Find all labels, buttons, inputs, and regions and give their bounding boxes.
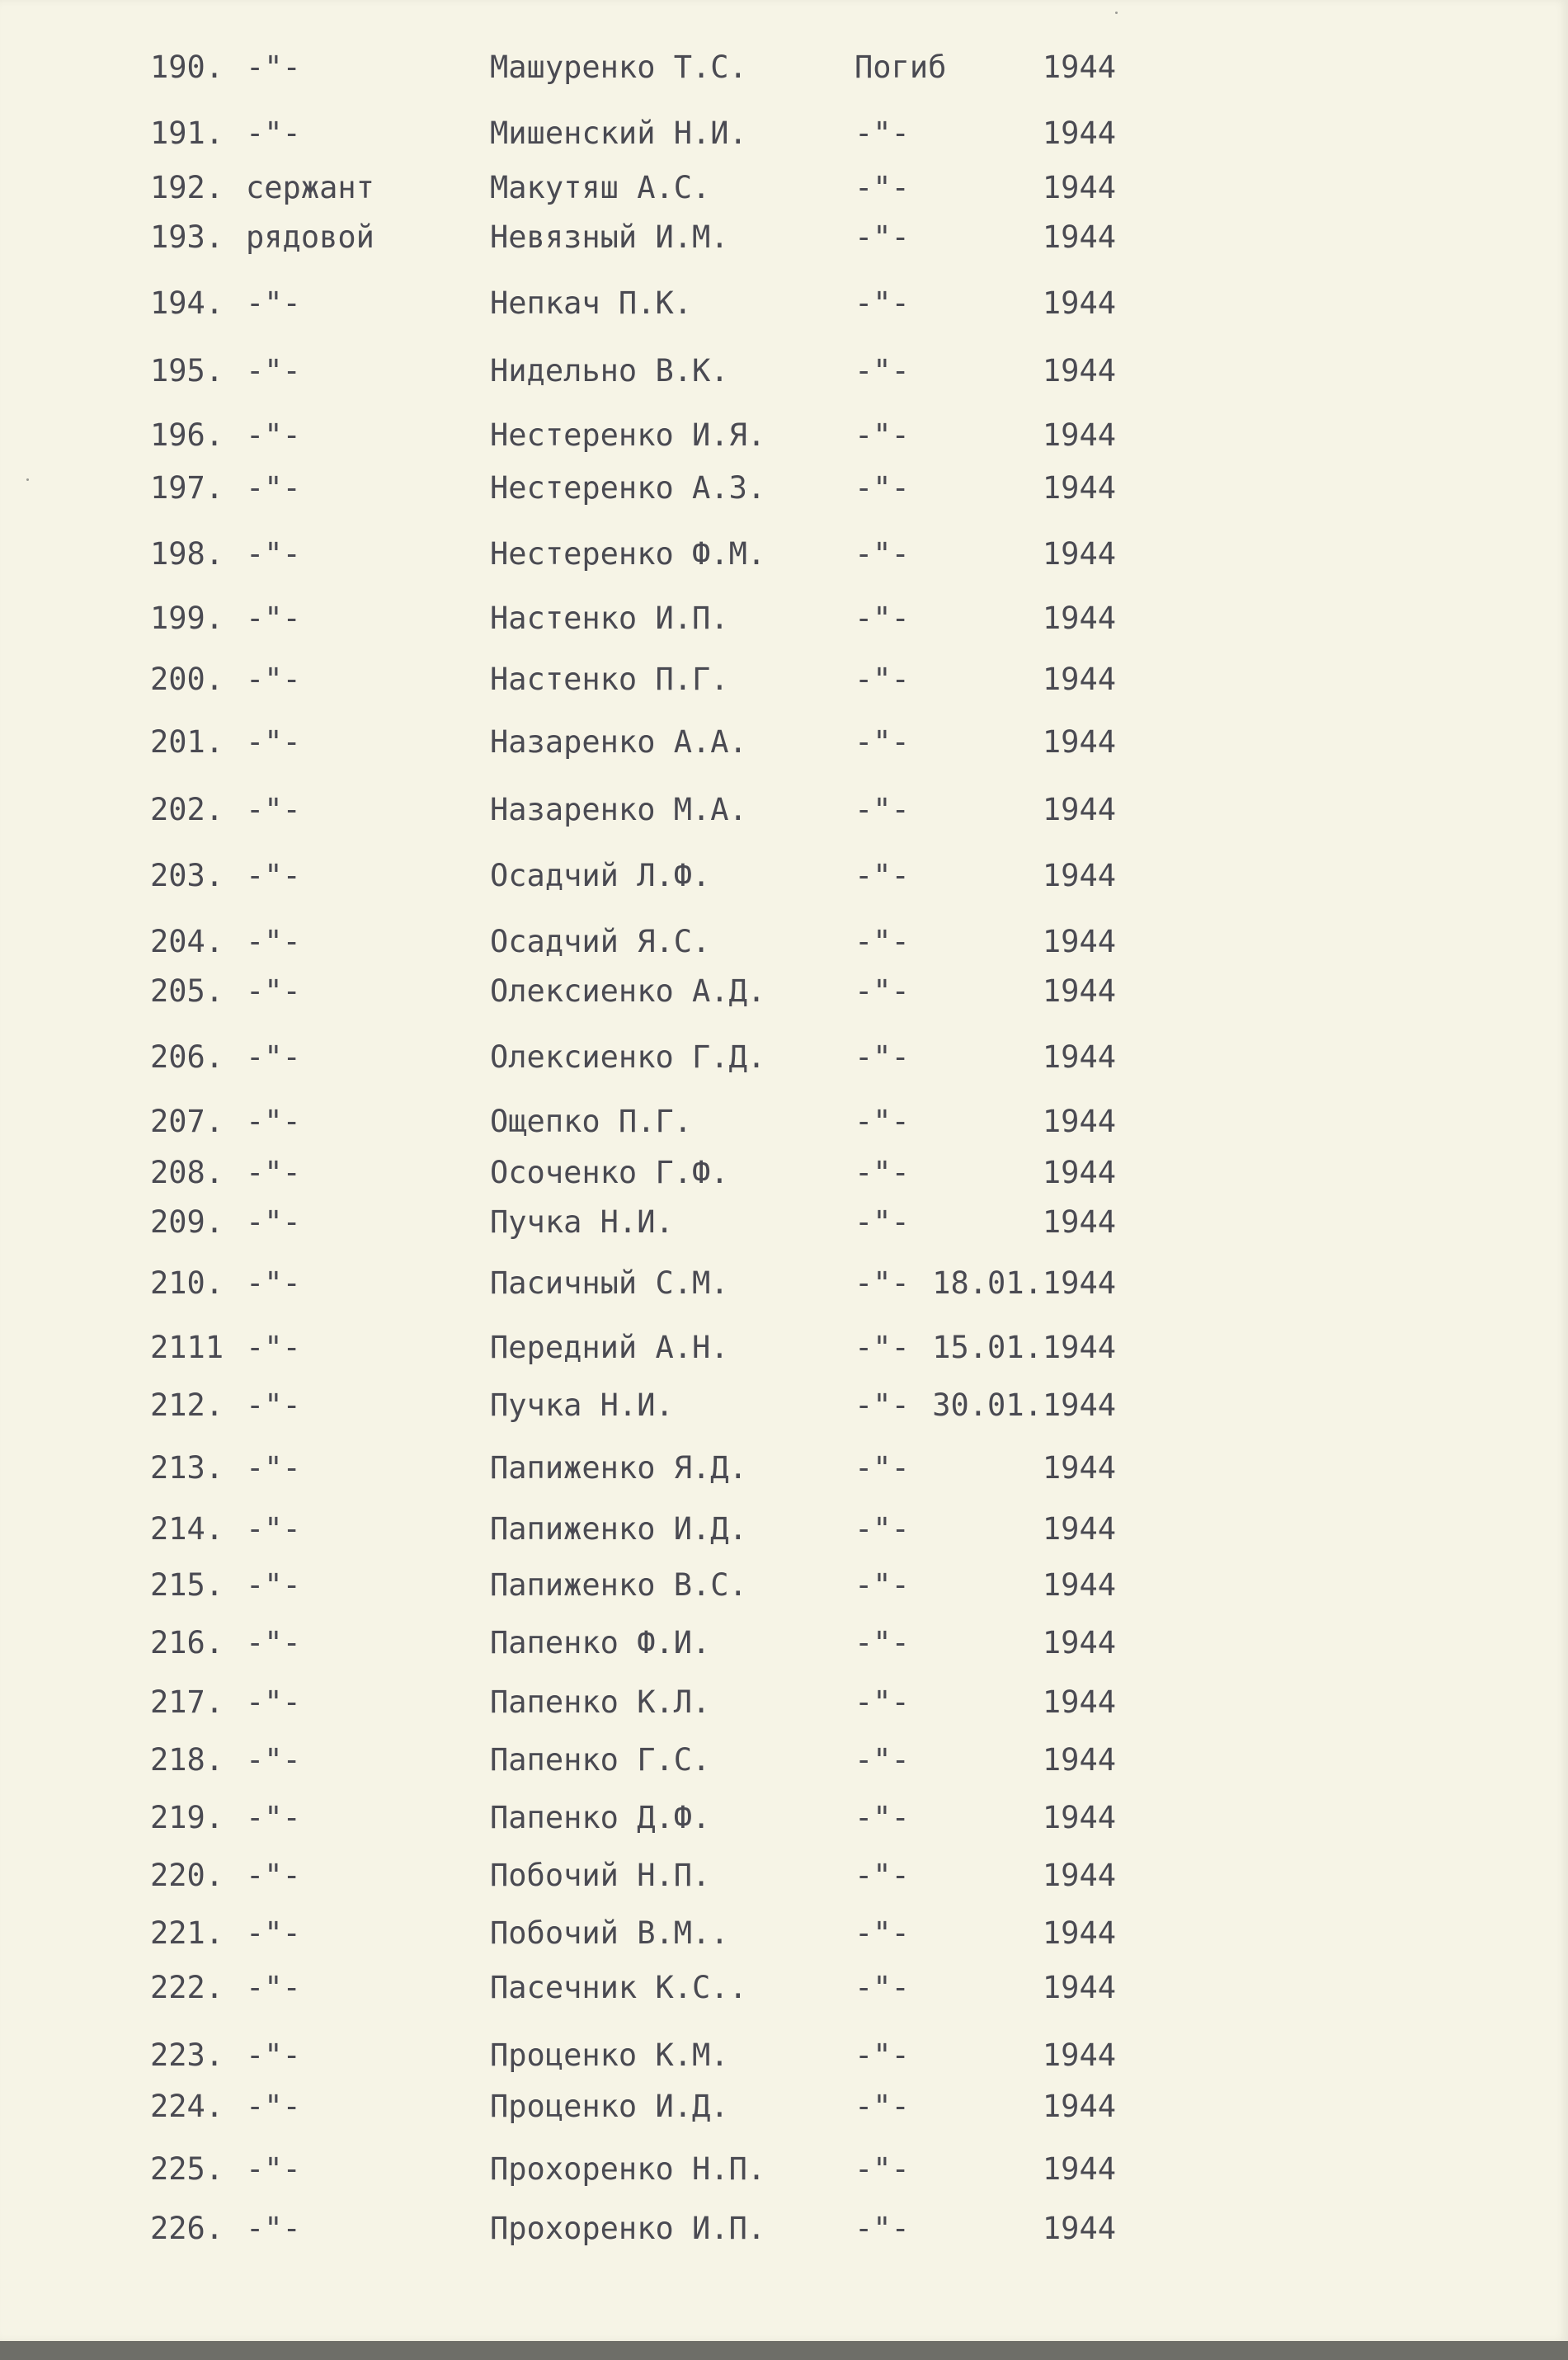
- row-name: Передний А.Н.: [490, 1330, 729, 1365]
- row-date: 1944: [1042, 1450, 1116, 1486]
- table-row: [0, 1505, 1568, 1554]
- row-rank: -"-: [246, 1511, 301, 1547]
- row-name: Побочий В.М..: [490, 1915, 729, 1951]
- row-name: Осадчий Л.Ф.: [490, 858, 711, 893]
- row-fate: -"-: [855, 792, 910, 827]
- row-number: 220.: [150, 1858, 224, 1893]
- row-rank: -"-: [246, 353, 301, 389]
- row-fate: -"-: [855, 2037, 910, 2073]
- row-number: 222.: [150, 1970, 224, 2005]
- table-row: [0, 1678, 1568, 1727]
- row-fate: -"-: [855, 1915, 910, 1951]
- row-rank: -"-: [246, 1265, 301, 1301]
- table-row: [0, 785, 1568, 835]
- row-fate: -"-: [855, 1450, 910, 1486]
- row-name: Мишенский Н.И.: [490, 115, 747, 151]
- table-row: [0, 2031, 1568, 2080]
- row-number: 203.: [150, 858, 224, 893]
- row-name: Нестеренко А.З.: [490, 470, 766, 506]
- row-fate: -"-: [855, 662, 910, 697]
- row-rank: -"-: [246, 601, 301, 636]
- row-rank: -"-: [246, 417, 301, 453]
- row-rank: -"-: [246, 2037, 301, 2073]
- row-number: 192.: [150, 170, 224, 205]
- row-number: 210.: [150, 1265, 224, 1301]
- row-fate: -"-: [855, 973, 910, 1009]
- row-fate: -"-: [855, 1511, 910, 1547]
- row-name: Прохоренко Н.П.: [490, 2151, 766, 2187]
- table-row: [0, 1097, 1568, 1147]
- row-date: 30.01.1944: [932, 1387, 1116, 1423]
- row-date: 1944: [1042, 115, 1116, 151]
- row-rank: -"-: [246, 858, 301, 893]
- row-number: 219.: [150, 1800, 224, 1835]
- table-row: [0, 851, 1568, 901]
- row-date: 1944: [1042, 219, 1116, 255]
- row-fate: -"-: [855, 1684, 910, 1720]
- row-number: 197.: [150, 470, 224, 506]
- row-date: 1944: [1042, 1742, 1116, 1778]
- row-date: 1944: [1042, 601, 1116, 636]
- row-number: 216.: [150, 1625, 224, 1660]
- row-number: 221.: [150, 1915, 224, 1951]
- row-number: 209.: [150, 1204, 224, 1240]
- row-rank: -"-: [246, 49, 301, 85]
- row-rank: -"-: [246, 2211, 301, 2246]
- table-row: [0, 279, 1568, 328]
- row-rank: -"-: [246, 1858, 301, 1893]
- row-date: 1944: [1042, 858, 1116, 893]
- row-rank: -"-: [246, 1915, 301, 1951]
- row-number: 190.: [150, 49, 224, 85]
- table-row: [0, 530, 1568, 579]
- row-rank: -"-: [246, 115, 301, 151]
- table-row: [0, 464, 1568, 513]
- row-date: 15.01.1944: [932, 1330, 1116, 1365]
- table-row: [0, 346, 1568, 396]
- table-row: [0, 1444, 1568, 1493]
- row-fate: -"-: [855, 858, 910, 893]
- row-name: Назаренко М.А.: [490, 792, 747, 827]
- row-number: 224.: [150, 2089, 224, 2124]
- row-rank: -"-: [246, 1567, 301, 1603]
- table-row: [0, 2204, 1568, 2254]
- row-fate: -"-: [855, 601, 910, 636]
- row-number: 213.: [150, 1450, 224, 1486]
- row-rank: -"-: [246, 2089, 301, 2124]
- row-rank: рядовой: [246, 219, 374, 255]
- row-fate: -"-: [855, 1387, 910, 1423]
- row-fate: -"-: [855, 1858, 910, 1893]
- row-number: 206.: [150, 1039, 224, 1075]
- row-fate: -"-: [855, 219, 910, 255]
- row-rank: -"-: [246, 1800, 301, 1835]
- row-rank: -"-: [246, 1387, 301, 1423]
- row-rank: -"-: [246, 470, 301, 506]
- row-number: 2111: [150, 1330, 224, 1365]
- row-rank: -"-: [246, 285, 301, 321]
- row-name: Машуренко Т.С.: [490, 49, 747, 85]
- table-row: [0, 1909, 1568, 1958]
- table-row: [0, 917, 1568, 967]
- row-name: Настенко И.П.: [490, 601, 729, 636]
- row-number: 212.: [150, 1387, 224, 1423]
- row-rank: -"-: [246, 973, 301, 1009]
- row-fate: -"-: [855, 417, 910, 453]
- row-name: Пучка Н.И.: [490, 1204, 674, 1240]
- row-name: Нестеренко Ф.М.: [490, 536, 766, 572]
- row-date: 1944: [1042, 662, 1116, 697]
- row-name: Побочий Н.П.: [490, 1858, 711, 1893]
- table-row: [0, 1033, 1568, 1082]
- table-row: [0, 411, 1568, 460]
- row-fate: -"-: [855, 470, 910, 506]
- table-row: [0, 1148, 1568, 1198]
- row-rank: -"-: [246, 536, 301, 572]
- row-date: 1944: [1042, 2151, 1116, 2187]
- row-date: 1944: [1042, 924, 1116, 959]
- row-fate: -"-: [855, 170, 910, 205]
- row-name: Ощепко П.Г.: [490, 1104, 693, 1139]
- row-number: 202.: [150, 792, 224, 827]
- row-date: 1944: [1042, 170, 1116, 205]
- row-rank: -"-: [246, 1970, 301, 2005]
- row-fate: -"-: [855, 1625, 910, 1660]
- row-rank: -"-: [246, 2151, 301, 2187]
- row-name: Пасечник К.С..: [490, 1970, 747, 2005]
- row-name: Папиженко Я.Д.: [490, 1450, 747, 1486]
- row-date: 1944: [1042, 2089, 1116, 2124]
- row-date: 1944: [1042, 1104, 1116, 1139]
- row-number: 225.: [150, 2151, 224, 2187]
- row-name: Проценко И.Д.: [490, 2089, 729, 2124]
- row-date: 1944: [1042, 973, 1116, 1009]
- row-date: 1944: [1042, 1970, 1116, 2005]
- row-fate: -"-: [855, 536, 910, 572]
- row-fate: -"-: [855, 1800, 910, 1835]
- row-date: 1944: [1042, 1858, 1116, 1893]
- row-fate: Погиб: [855, 49, 947, 85]
- row-fate: -"-: [855, 1265, 910, 1301]
- row-fate: -"-: [855, 1742, 910, 1778]
- row-name: Проценко К.М.: [490, 2037, 729, 2073]
- table-row: [0, 1793, 1568, 1843]
- table-row: [0, 1198, 1568, 1247]
- table-row: [0, 213, 1568, 262]
- row-name: Олексиенко А.Д.: [490, 973, 766, 1009]
- table-row: [0, 163, 1568, 213]
- row-rank: -"-: [246, 1104, 301, 1139]
- row-date: 1944: [1042, 1567, 1116, 1603]
- row-date: 1944: [1042, 285, 1116, 321]
- row-date: 1944: [1042, 417, 1116, 453]
- row-fate: -"-: [855, 1567, 910, 1603]
- row-number: 193.: [150, 219, 224, 255]
- table-row: [0, 655, 1568, 704]
- row-date: 1944: [1042, 49, 1116, 85]
- row-name: Папиженко И.Д.: [490, 1511, 747, 1547]
- row-rank: -"-: [246, 1625, 301, 1660]
- row-number: 223.: [150, 2037, 224, 2073]
- row-number: 207.: [150, 1104, 224, 1139]
- table-row: [0, 1618, 1568, 1668]
- row-date: 1944: [1042, 536, 1116, 572]
- row-number: 196.: [150, 417, 224, 453]
- row-name: Папенко Ф.И.: [490, 1625, 711, 1660]
- row-number: 200.: [150, 662, 224, 697]
- row-rank: -"-: [246, 792, 301, 827]
- row-number: 208.: [150, 1155, 224, 1190]
- table-row: [0, 1736, 1568, 1785]
- row-rank: -"-: [246, 724, 301, 760]
- row-number: 217.: [150, 1684, 224, 1720]
- row-date: 1944: [1042, 1684, 1116, 1720]
- row-fate: -"-: [855, 1330, 910, 1365]
- row-number: 218.: [150, 1742, 224, 1778]
- row-rank: -"-: [246, 1155, 301, 1190]
- row-number: 204.: [150, 924, 224, 959]
- row-name: Непкач П.К.: [490, 285, 693, 321]
- row-fate: -"-: [855, 2151, 910, 2187]
- row-fate: -"-: [855, 1155, 910, 1190]
- row-name: Папенко К.Л.: [490, 1684, 711, 1720]
- row-number: 201.: [150, 724, 224, 760]
- row-rank: -"-: [246, 1204, 301, 1240]
- row-date: 1944: [1042, 1155, 1116, 1190]
- row-name: Невязный И.М.: [490, 219, 729, 255]
- row-name: Папенко Г.С.: [490, 1742, 711, 1778]
- row-fate: -"-: [855, 924, 910, 959]
- row-rank: -"-: [246, 1039, 301, 1075]
- table-row: [0, 1381, 1568, 1430]
- row-number: 191.: [150, 115, 224, 151]
- row-rank: сержант: [246, 170, 374, 205]
- row-rank: -"-: [246, 924, 301, 959]
- row-name: Осоченко Г.Ф.: [490, 1155, 729, 1190]
- row-number: 195.: [150, 353, 224, 389]
- table-row: [0, 1963, 1568, 2013]
- row-fate: -"-: [855, 1970, 910, 2005]
- row-rank: -"-: [246, 1742, 301, 1778]
- table-row: [0, 109, 1568, 158]
- row-rank: -"-: [246, 1330, 301, 1365]
- row-name: Нидельно В.К.: [490, 353, 729, 389]
- row-date: 1944: [1042, 2037, 1116, 2073]
- row-rank: -"-: [246, 662, 301, 697]
- row-number: 198.: [150, 536, 224, 572]
- row-name: Пасичный С.М.: [490, 1265, 729, 1301]
- row-name: Нестеренко И.Я.: [490, 417, 766, 453]
- table-row: [0, 967, 1568, 1016]
- row-name: Прохоренко И.П.: [490, 2211, 766, 2246]
- row-fate: -"-: [855, 285, 910, 321]
- row-date: 1944: [1042, 470, 1116, 506]
- row-fate: -"-: [855, 353, 910, 389]
- row-fate: -"-: [855, 115, 910, 151]
- row-date: 1944: [1042, 1915, 1116, 1951]
- row-number: 194.: [150, 285, 224, 321]
- table-row: [0, 1561, 1568, 1610]
- row-number: 205.: [150, 973, 224, 1009]
- row-name: Макутяш А.С.: [490, 170, 711, 205]
- table-row: [0, 1323, 1568, 1373]
- row-date: 1944: [1042, 2211, 1116, 2246]
- row-date: 18.01.1944: [932, 1265, 1116, 1301]
- row-name: Назаренко А.А.: [490, 724, 747, 760]
- row-date: 1944: [1042, 353, 1116, 389]
- row-fate: -"-: [855, 2211, 910, 2246]
- row-date: 1944: [1042, 792, 1116, 827]
- row-number: 215.: [150, 1567, 224, 1603]
- table-row: [0, 1259, 1568, 1308]
- row-name: Настенко П.Г.: [490, 662, 729, 697]
- row-number: 214.: [150, 1511, 224, 1547]
- row-number: 226.: [150, 2211, 224, 2246]
- row-name: Пучка Н.И.: [490, 1387, 674, 1423]
- row-date: 1944: [1042, 1039, 1116, 1075]
- row-name: Олексиенко Г.Д.: [490, 1039, 766, 1075]
- table-row: [0, 594, 1568, 643]
- row-date: 1944: [1042, 1204, 1116, 1240]
- row-fate: -"-: [855, 1204, 910, 1240]
- table-row: [0, 718, 1568, 767]
- row-rank: -"-: [246, 1450, 301, 1486]
- row-fate: -"-: [855, 724, 910, 760]
- row-name: Осадчий Я.С.: [490, 924, 711, 959]
- row-fate: -"-: [855, 1039, 910, 1075]
- row-rank: -"-: [246, 1684, 301, 1720]
- row-name: Папенко Д.Ф.: [490, 1800, 711, 1835]
- row-date: 1944: [1042, 1625, 1116, 1660]
- table-row: [0, 2082, 1568, 2132]
- row-date: 1944: [1042, 1511, 1116, 1547]
- row-fate: -"-: [855, 2089, 910, 2124]
- row-name: Папиженко В.С.: [490, 1567, 747, 1603]
- row-fate: -"-: [855, 1104, 910, 1139]
- row-date: 1944: [1042, 724, 1116, 760]
- row-date: 1944: [1042, 1800, 1116, 1835]
- table-row: [0, 2145, 1568, 2194]
- row-number: 199.: [150, 601, 224, 636]
- table-row: [0, 1851, 1568, 1901]
- table-row: [0, 43, 1568, 92]
